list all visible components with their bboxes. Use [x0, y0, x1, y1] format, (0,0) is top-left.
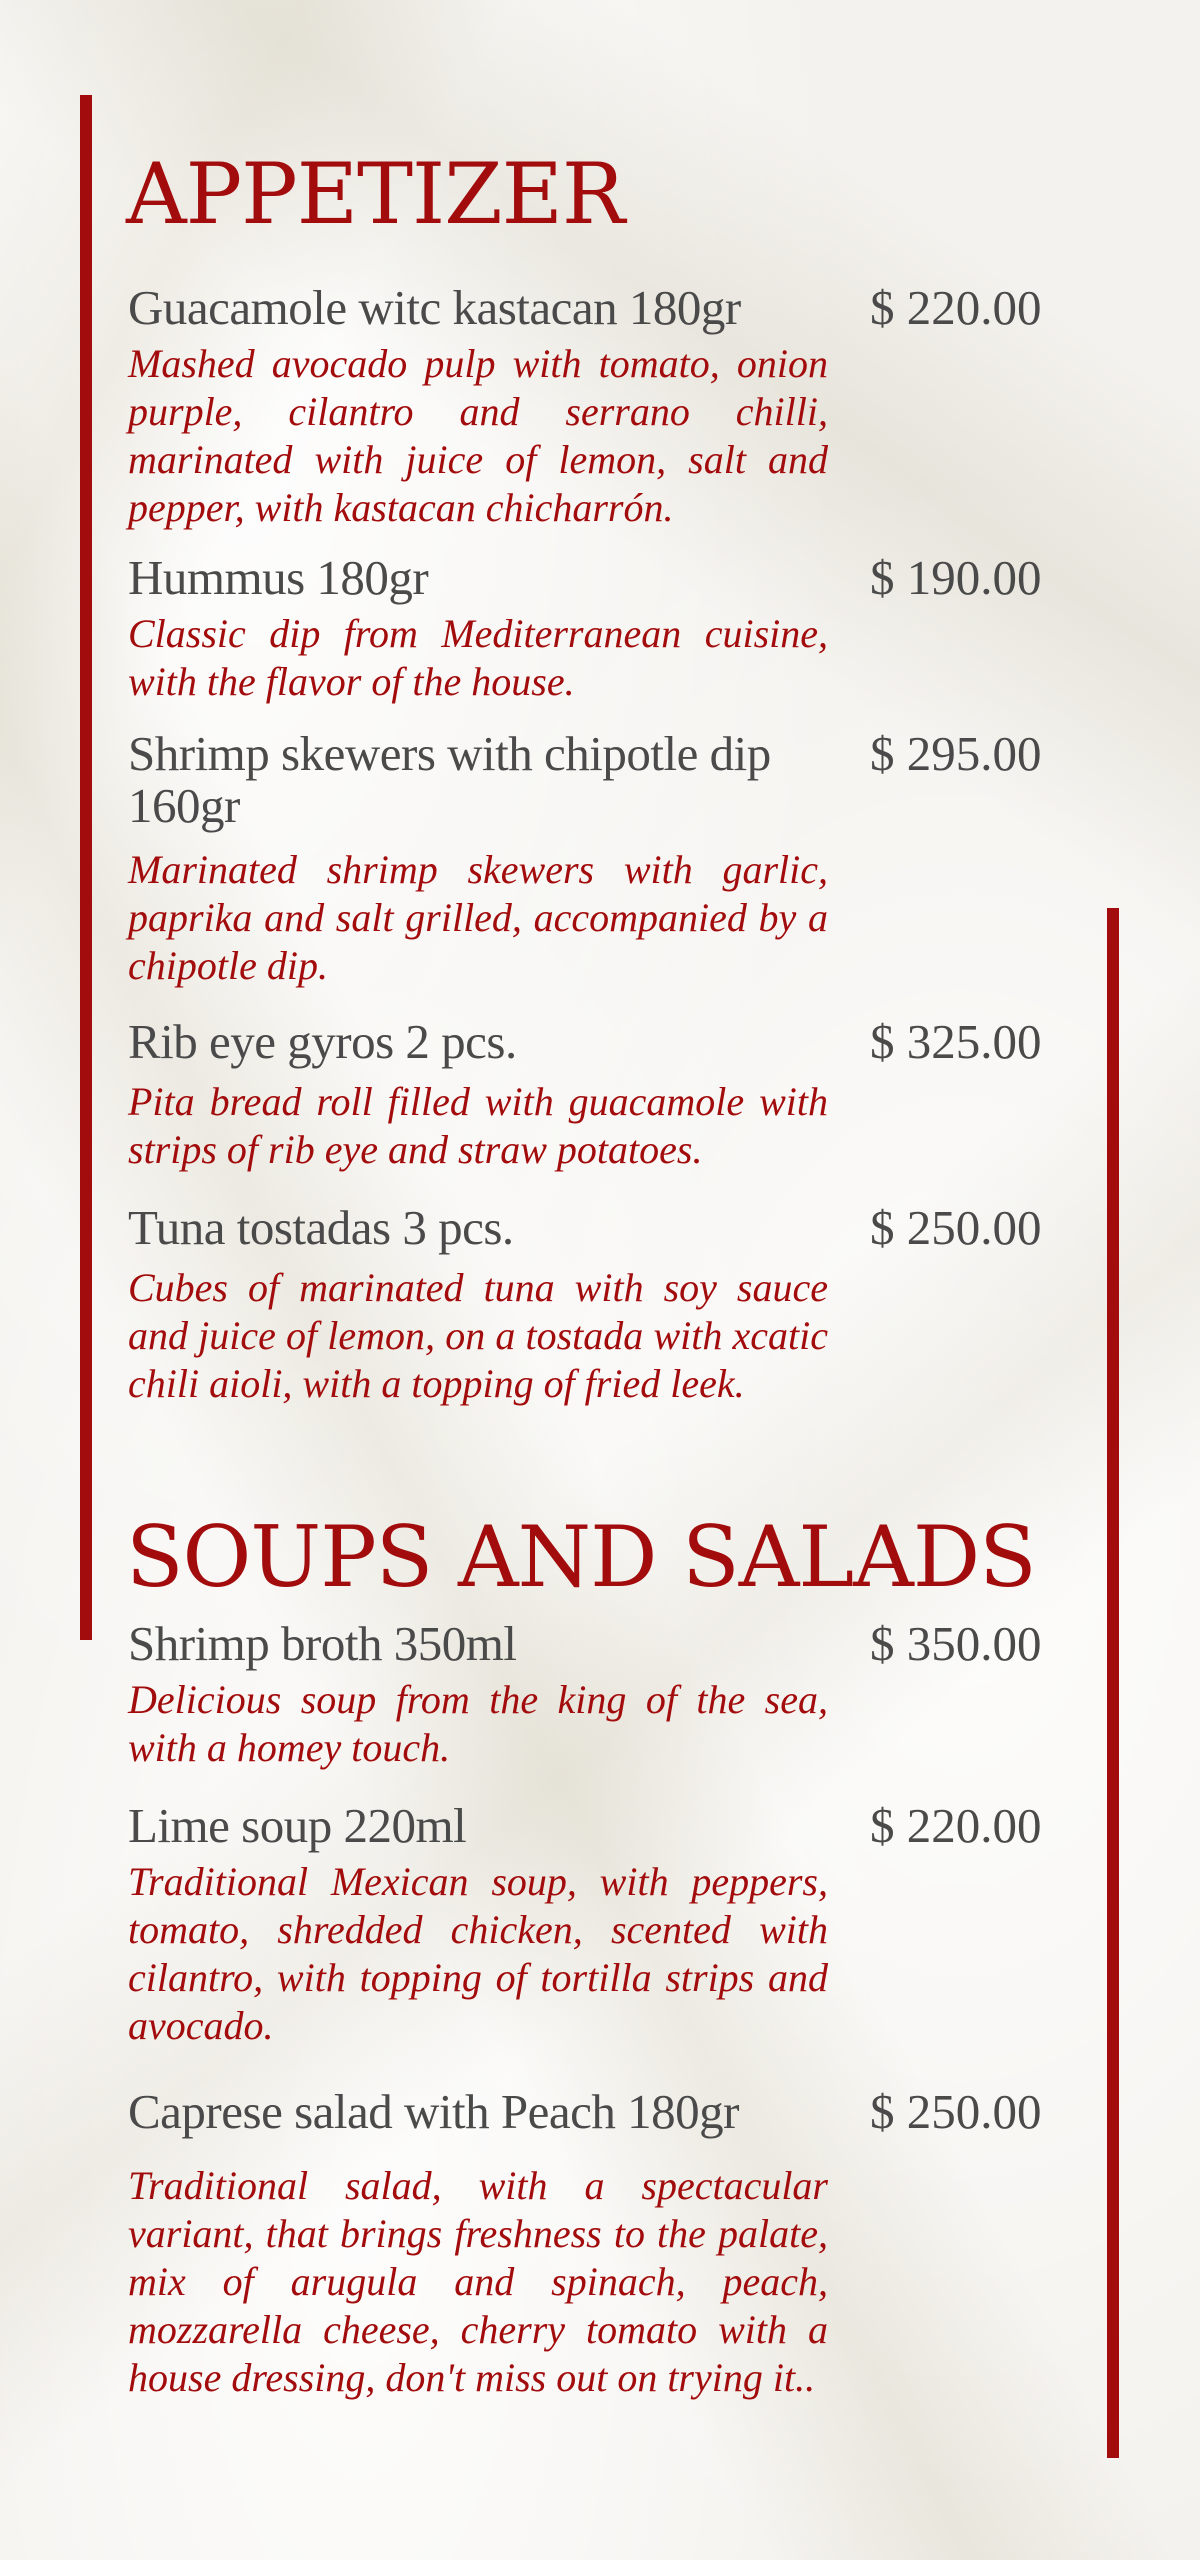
item-price: $ 250.00 — [870, 1200, 1042, 1255]
item-price: $ 325.00 — [870, 1014, 1042, 1069]
item-price: $ 250.00 — [870, 2084, 1042, 2139]
item-name: Caprese salad with Peach 180gr — [128, 2084, 739, 2139]
item-price: $ 295.00 — [870, 726, 1042, 781]
item-description: Traditional salad, with a spectacular variant, that brings freshness to the palate, mix of arugula and spinach, peach, mozzarella cheese, cherry tomato with a house dressing, don't miss out on trying it.. — [128, 2163, 828, 2400]
item-price: $ 190.00 — [870, 550, 1042, 605]
item-description: Marinated shrimp skewers with garlic, paprika and salt grilled, accompanied by a chipotle dip. — [128, 847, 828, 988]
item-price: $ 350.00 — [870, 1616, 1042, 1671]
item-price: $ 220.00 — [870, 1798, 1042, 1853]
right-accent-bar — [1107, 908, 1119, 2458]
item-description: Delicious soup from the king of the sea, with a homey touch. — [128, 1677, 828, 1770]
item-name: Shrimp broth 350ml — [128, 1616, 517, 1671]
item-description: Mashed avocado pulp with tomato, onion purple, cilantro and serrano chilli, marinated with juice of lemon, salt and pepper, with kastacan chicharrón. — [128, 341, 828, 530]
section-title-soups-and-salads: SOUPS AND SALADS — [126, 1508, 1036, 1606]
item-name: Rib eye gyros 2 pcs. — [128, 1014, 517, 1069]
item-description: Cubes of marinated tuna with soy sauce and juice of lemon, on a tostada with xcatic chili aioli, with a topping of fried leek. — [128, 1265, 828, 1406]
item-name: Lime soup 220ml — [128, 1798, 467, 1853]
section-title-appetizer: APPETIZER — [126, 145, 625, 243]
item-name: Hummus 180gr — [128, 550, 429, 605]
item-description: Classic dip from Mediterranean cuisine, with the flavor of the house. — [128, 611, 828, 704]
item-description: Pita bread roll filled with guacamole with strips of rib eye and straw potatoes. — [128, 1079, 828, 1172]
left-accent-bar — [80, 95, 92, 1640]
item-price: $ 220.00 — [870, 280, 1042, 335]
item-description: Traditional Mexican soup, with peppers, tomato, shredded chicken, scented with cilantro, with topping of tortilla strips and avocado. — [128, 1859, 828, 2048]
item-name: Shrimp skewers with chipotle dip 160gr — [128, 726, 771, 833]
item-name: Guacamole witc kastacan 180gr — [128, 280, 741, 335]
item-name: Tuna tostadas 3 pcs. — [128, 1200, 514, 1255]
